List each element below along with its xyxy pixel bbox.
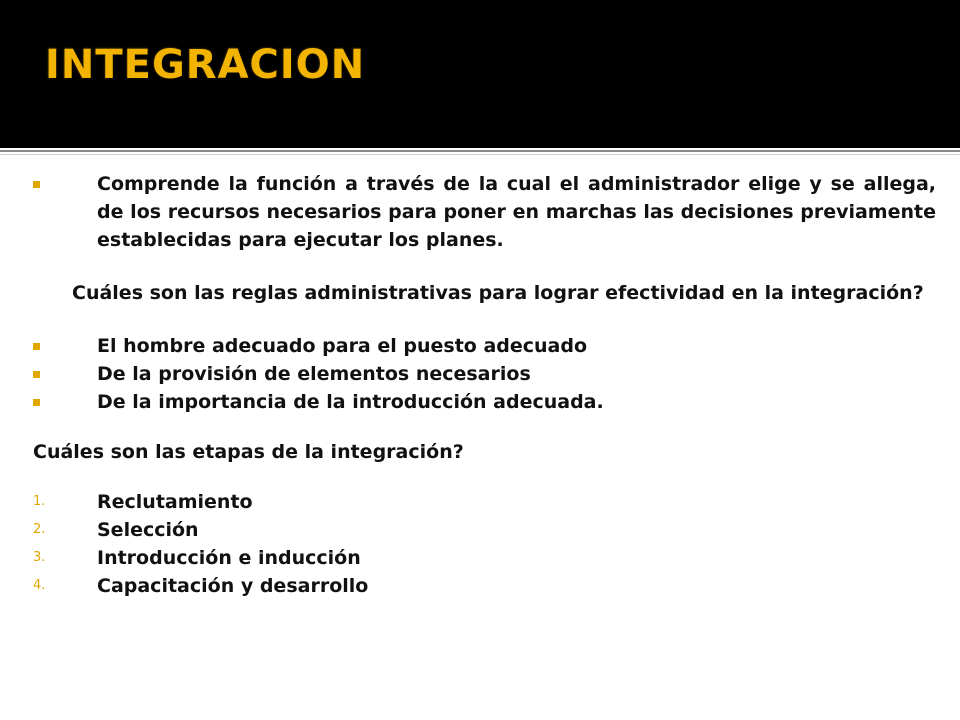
stage-number: 2.: [33, 522, 46, 537]
stage-number: 4.: [33, 578, 46, 593]
spacer: [0, 466, 960, 488]
title-band: [0, 0, 960, 148]
rule-item-text: De la importancia de la introducción adecuada.: [97, 391, 604, 413]
title-divider: [0, 150, 960, 152]
stage-item: [0, 572, 960, 600]
stage-label: Introducción e inducción: [97, 547, 361, 569]
square-bullet-icon: [33, 371, 40, 378]
spacer: [0, 307, 960, 332]
intro-bullet-text: Comprende la función a través de la cual el administrador elige y se allega, de los recursos necesarios para poner en marchas las decisiones previamente establecidas para ejecutar los planes.: [97, 173, 936, 251]
rules-question: Cuáles son las reglas administrativas para lograr efectividad en la integración?: [72, 282, 924, 304]
title-divider-thin: [0, 154, 960, 155]
spacer: [0, 416, 960, 438]
stage-item: [0, 516, 960, 544]
stage-label: Reclutamiento: [97, 491, 253, 513]
stage-item: [0, 488, 960, 516]
stage-label: Capacitación y desarrollo: [97, 575, 369, 597]
square-bullet-icon: [33, 343, 40, 350]
stage-number: 1.: [33, 494, 46, 509]
rule-item: [0, 332, 960, 360]
square-bullet-icon: [33, 181, 40, 188]
rule-item: [0, 388, 960, 416]
stage-number: 3.: [33, 550, 46, 565]
slide-title: INTEGRACION: [45, 42, 366, 88]
slide-body: [0, 170, 960, 600]
square-bullet-icon: [33, 399, 40, 406]
rule-item-text: De la provisión de elementos necesarios: [97, 363, 531, 385]
stage-item: [0, 544, 960, 572]
rule-item-text: El hombre adecuado para el puesto adecuado: [97, 335, 588, 357]
stage-label: Selección: [97, 519, 199, 541]
spacer: [0, 254, 960, 279]
stages-question: Cuáles son las etapas de la integración?: [33, 441, 464, 463]
intro-bullet: [0, 170, 960, 254]
rule-item: [0, 360, 960, 388]
